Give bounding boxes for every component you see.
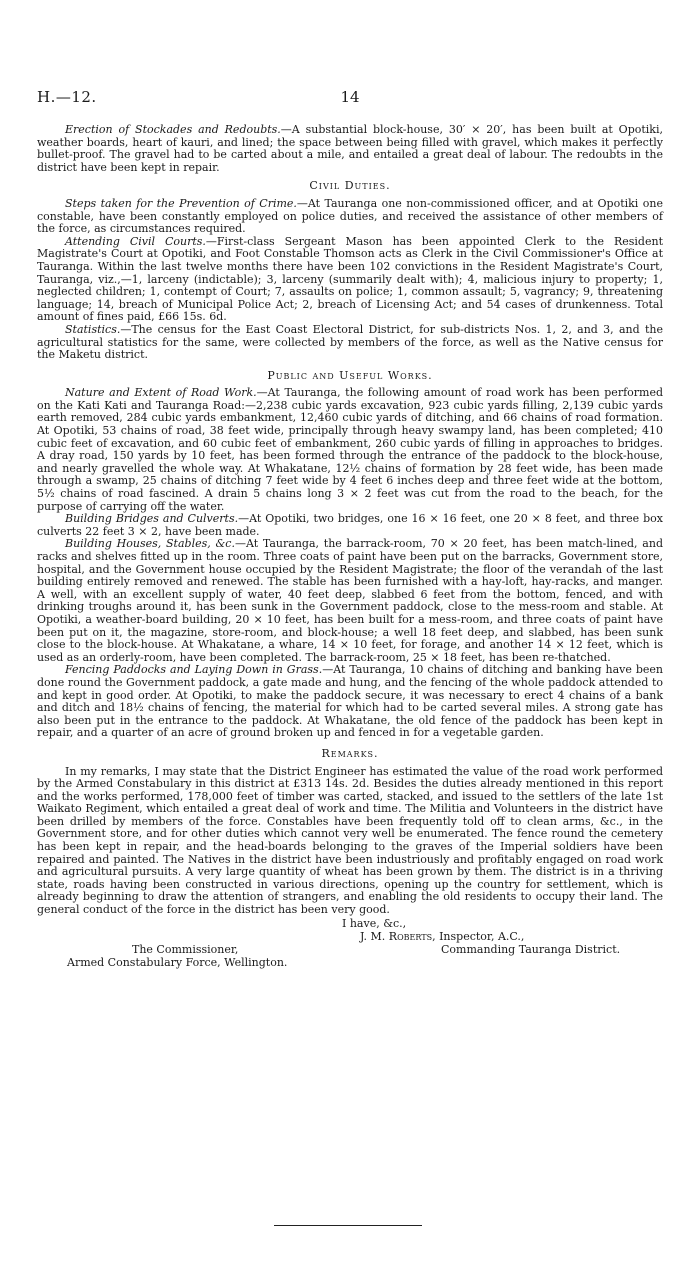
- fencing-lead: Fencing Paddocks and Laying Down in Grass.: [65, 663, 323, 677]
- bridges-paragraph: [37, 513, 663, 538]
- signer-name: J. M. Roberts: [360, 929, 433, 943]
- road-work-lead: Nature and Extent of Road Work.: [65, 386, 257, 400]
- document-reference: H.—12.: [37, 88, 97, 106]
- page-header: [37, 88, 663, 108]
- civil-courts-paragraph: [37, 236, 663, 324]
- civil-duties-heading: Civil Duties.: [309, 179, 391, 193]
- houses-text: —At Tauranga, the barrack-room, 70 × 20 feet, has been match-lined, and racks and shelves fitted up in the room. Three coats of paint have been put on the barracks, Government store, hospital, and the Government house occupied by the Resident Magistrate; the floor of the verandah of the last building entirely removed and renewed. The stable has been furnished with a hay-loft, hay-racks, and manger. A well, with an excellent supply of water, 40 feet deep, slabbed 6 feet from the bottom, fenced, and with drinking troughs around it, has been sunk in the Government paddock, close to the mess-room and stable. At Opotiki, a weather-board building, 20 × 10 feet, has been built for a mess-room, and three coats of paint have been put on it, the magazine, store-room, and block-house; a well 18 feet deep, and slabbed, has been sunk close to the block-house. At Whakatane, a whare, 14 × 10 feet, for forage, and another 14 × 12 feet, which is used as an orderly-room, have been completed. The barrack-room, 25 × 18 feet, has been re-thatched.: [37, 537, 663, 664]
- statistics-text: —The census for the East Coast Electoral District, for sub-districts Nos. 1, 2, and 3, and the agricultural statistics for the same, were collected by members of the force, as well as the Native census for the Maketu district.: [37, 322, 663, 362]
- statistics-lead: Statistics.: [65, 322, 121, 336]
- houses-paragraph: [37, 538, 663, 664]
- bridges-lead: Building Bridges and Culverts.: [65, 512, 239, 526]
- signer-role: Commanding Tauranga District.: [441, 942, 621, 956]
- document-body: [37, 124, 663, 998]
- crime-prevention-paragraph: [37, 198, 663, 236]
- closing-line: I have, &c.,: [342, 916, 407, 930]
- crime-prevention-text: —At Tauranga one non-commissioned officer, and at Opotiki one constable, have been constantly employed on police duties, and received the assistance of other members of the force, as circumstances required.: [37, 196, 663, 236]
- stockades-lead: Erection of Stockades and Redoubts.: [65, 123, 281, 136]
- houses-lead: Building Houses, Stables, &c.: [65, 537, 235, 551]
- fencing-paragraph: [37, 664, 663, 740]
- stockades-text: —A substantial block-house, 30′ × 20′, has been built at Opotiki, weather boards, heart of kauri, and lined; the space between being filled with gravel, which makes it perfectly bullet-proof. The gravel had to be carted about a mile, and entailed a great deal of labour. The redoubts in the district have been kept in repair.: [37, 123, 663, 174]
- closing-rule: [274, 1225, 422, 1226]
- addressee-line-2: Armed Constabulary Force, Wellington.: [67, 955, 288, 969]
- fencing-text: —At Tauranga, 10 chains of ditching and banking have been done round the Government paddock, a gate made and hung, and the fencing of the whole paddock attended to and kept in good order. At Opotiki, to make the paddock secure, it was necessary to erect 4 chains of a bank and ditch and 18½ chains of fencing, the material for which had to be carted several miles. A strong gate has also been put in the entrance to the paddock. At Whakatane, the old fence of the paddock has been kept in repair, and a quarter of an acre of ground broken up and fenced in for a vegetable garden.: [37, 663, 663, 740]
- addressee-line-1: The Commissioner,: [132, 942, 239, 956]
- remarks-paragraph: In my remarks, I may state that the District Engineer has estimated the value of the road work performed by the Armed Constabulary in this district at £313 14s. 2d. Besides the duties already mentioned in this report and the works performed, 178,000 feet of timber was carted, stacked, and issued to the settlers of the late 1st Waikato Regiment, which entailed a great deal of work and time. The Militia and Volunteers in the district have been drilled by members of the force. Constables have been frequently told off to clean arms, &c., in the Government store, and for other duties which cannot very well be enumerated. The fence round the cemetery has been kept in repair, and the head-boards belonging to the graves of the Imperial soldiers have been repaired and painted. The Natives in the district have been industriously and profitably engaged on road work and agricultural pursuits. A very large quantity of wheat has been grown by them. The district is in a thriving state, roads having been constructed in various directions, opening up the country for settlement, which is already beginning to draw the attention of strangers, and enabling the old residents to occupy their land. The general conduct of the force in the district has been very good.: [37, 764, 663, 917]
- road-work-paragraph: [37, 387, 663, 513]
- civil-courts-lead: Attending Civil Courts.: [65, 234, 206, 248]
- remarks-heading: Remarks.: [321, 746, 379, 760]
- signoff-block: [37, 918, 663, 998]
- bridges-text: —At Opotiki, two bridges, one 16 × 16 feet, one 20 × 8 feet, and three box culverts 22 feet 3 × 2, have been made.: [37, 512, 663, 538]
- page-number: 14: [340, 88, 360, 106]
- crime-prevention-lead: Steps taken for the Prevention of Crime.: [65, 196, 297, 210]
- public-works-heading: Public and Useful Works.: [267, 368, 433, 382]
- civil-courts-text: —First-class Sergeant Mason has been appointed Clerk to the Resident Magistrate's Court at Opotiki, and Foot Constable Thomson acts as Clerk in the Civil Commissioner's Office at Tauranga. Within the last twelve months there have been 102 convictions in the Resident Magistrate's Court, Tauranga, viz.,—1, larceny (indictable); 3, larceny (summarily dealt with); 4, malicious injury to property; 1, neglected children; 1, contempt of Court; 7, assaults on police; 1, common assault; 5, vagrancy; 9, threatening language; 14, breach of Municipal Police Act; 2, breach of Licensing Act; and 54 cases of drunkenness. Total amount of fines paid, £66 15s. 6d.: [37, 234, 663, 324]
- statistics-paragraph: [37, 324, 663, 362]
- signer-title: , Inspector, A.C.,: [432, 929, 525, 943]
- road-work-text: —At Tauranga, the following amount of road work has been performed on the Kati Kati and Tauranga Road:—2,238 cubic yards excavation, 923 cubic yards filling, 2,139 cubic yards earth removed, 284 cubic yards embankment, 12,460 cubic yards of ditching, and 66 chains of road formation. At Opotiki, 53 chains of road, 38 feet wide, principally through heavy swampy land, has been completed; 410 cubic feet of excavation, and 60 cubic feet of embankment, 260 cubic yards of filling in approaches to bridges. A dray road, 150 yards by 10 feet, has been formed through the entrance of the paddock to the block-house, and nearly gravelled the whole way. At Whakatane, 12½ chains of formation by 28 feet wide, has been made through a swamp, 25 chains of ditching 7 feet wide by 4 feet 6 inches deep and three feet wide at the bottom, 5½ chains of road fascined. A drain 5 chains long 3 × 2 feet was cut from the road to the beach, for the purpose of carrying off the water.: [37, 386, 664, 513]
- stockades-paragraph: [37, 124, 663, 174]
- signer-line: [360, 931, 524, 944]
